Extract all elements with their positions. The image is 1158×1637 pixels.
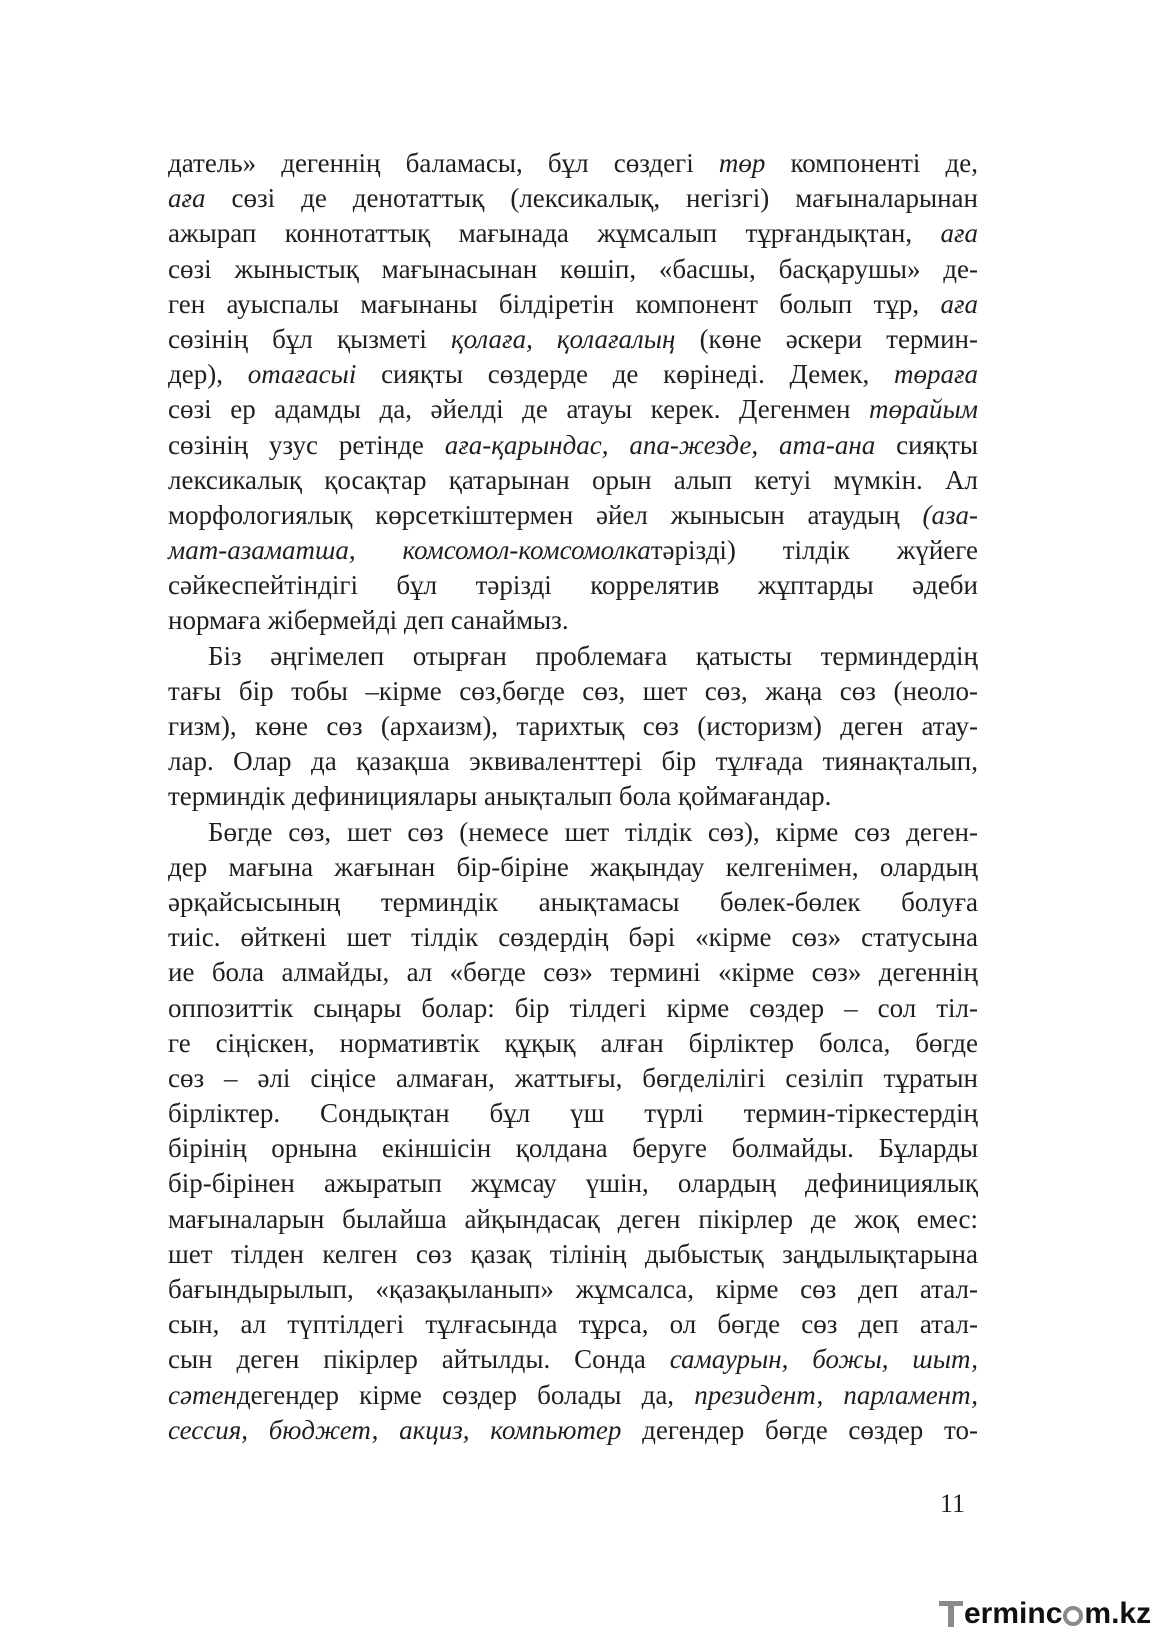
text-segment: ге сіңіскен, нормативтік құқық алған бірліктер болса, бөгде — [168, 1027, 978, 1058]
text-line — [168, 744, 978, 779]
text-segment: сөзі де денотаттық (лексикалық, негізгі) мағыналарынан — [205, 183, 978, 214]
text-line — [168, 991, 978, 1026]
text-segment: дер), — [168, 359, 248, 390]
text-segment: терминдік дефинициялары анықталып бола қоймағандар. — [168, 781, 832, 812]
text-segment: сын, ал түптілдегі тұлғасында тұрса, ол бөгде сөз деп атал- — [168, 1309, 978, 1340]
italic-term: төрайым — [868, 394, 978, 425]
text-line — [168, 498, 978, 533]
text-line — [168, 216, 978, 251]
text-segment: ген ауыспалы мағынаны білдіретін компонент болып тұр, — [168, 288, 941, 319]
text-line — [168, 146, 978, 181]
italic-term: самаурын, божы, шыт, — [669, 1344, 978, 1375]
text-line — [168, 322, 978, 357]
text-segment: бір-бірінен ажыратып жұмсау үшін, олардың дефинициялық — [168, 1168, 978, 1199]
text-line — [168, 568, 978, 603]
text-line — [168, 1131, 978, 1166]
text-segment: (көне әскери термин- — [675, 323, 978, 354]
text-segment: ажырап коннотаттық мағынада жұмсалып тұрғандықтан, — [168, 218, 941, 249]
text-segment: оппозиттік сыңары болар: бір тілдегі кірме сөздер – сол тіл- — [168, 992, 978, 1023]
watermark-text-part: m.kz — [1084, 1597, 1152, 1630]
text-segment: тағы бір тобы –кірме сөз,бөгде сөз, шет сөз, жаңа сөз (неоло- — [168, 675, 978, 706]
text-line — [168, 1026, 978, 1061]
text-segment: дегендер бөгде сөздер то- — [621, 1414, 978, 1445]
text-segment: сияқты — [875, 429, 979, 460]
italic-term: (аза- — [922, 499, 978, 530]
italic-term: төр — [718, 148, 766, 178]
page-number: 11 — [940, 1489, 966, 1518]
text-segment: сөзінің узус ретінде — [168, 429, 445, 460]
text-line — [168, 428, 978, 463]
text-line — [168, 674, 978, 709]
termincom-logo-icon — [939, 1599, 963, 1629]
italic-term: сәтен — [168, 1379, 237, 1410]
text-segment: шет тілден келген сөз қазақ тілінің дыбыстық заңдылықтарына — [168, 1238, 978, 1269]
text-segment: лар. Олар да қазақша эквиваленттері бір тұлғада тиянақталып, — [168, 746, 978, 777]
text-segment: Біз әңгімелеп отырған проблемаға қатысты терминдердің — [208, 640, 978, 671]
text-line — [168, 815, 978, 850]
text-segment: тәрізді) тілдік жүйеге — [650, 535, 978, 566]
text-segment: бірінің орнына екіншісін қолдана беруге болмайды. Бұларды — [168, 1133, 978, 1164]
italic-term: мат-азаматша, комсомол-комсомолка — [168, 535, 651, 566]
italic-term: сессия, бюджет, акциз, компьютер — [168, 1414, 622, 1445]
text-segment: сөзі ер адамды да, әйелді де атауы керек. Дегенмен — [168, 394, 869, 425]
text-segment: мағыналарын былайша айқындасақ деген пікірлер де жоқ емес: — [168, 1203, 978, 1234]
text-line — [168, 1166, 978, 1201]
italic-term: отағасыі — [247, 359, 357, 390]
text-segment: дер мағына жағынан бір-біріне жақындау келгенімен, олардың — [168, 851, 978, 882]
text-line — [168, 1413, 978, 1448]
text-segment: бірліктер. Сондықтан бұл үш түрлі термин-тіркестердің — [168, 1098, 978, 1129]
text-line — [168, 779, 978, 814]
text-line — [168, 533, 978, 568]
text-segment: морфологиялық көрсеткіштермен әйел жынысын атаудың — [168, 499, 923, 530]
text-line — [168, 955, 978, 990]
text-line — [168, 850, 978, 885]
text-line — [168, 1237, 978, 1272]
text-segment: бағындырылып, «қазақыланып» жұмсалса, кірме сөз деп атал- — [168, 1274, 978, 1304]
text-line — [168, 603, 978, 638]
text-segment: дегендер кірме сөздер болады да, — [236, 1379, 695, 1410]
text-line — [168, 1202, 978, 1237]
text-segment: сәйкеспейтіндігі бұл тәрізді коррелятив жұптарды әдеби — [168, 570, 978, 601]
text-segment: Бөгде сөз, шет сөз (немесе шет тілдік сөз), кірме сөз деген- — [208, 816, 978, 847]
text-segment: ие бола алмайды, ал «бөгде сөз» термині «кірме сөз» дегеннің — [168, 957, 978, 988]
italic-term: аға — [940, 218, 978, 249]
page-body-text — [168, 146, 978, 1448]
italic-term: президент, парламент, — [694, 1379, 978, 1410]
text-segment: гизм), көне сөз (архаизм), тарихтық сөз (историзм) деген атау- — [168, 711, 978, 741]
text-line — [168, 1272, 978, 1307]
text-line — [168, 392, 978, 427]
text-segment: сияқты сөздерде де көрінеді. Демек, — [356, 359, 894, 390]
text-segment: сөзі жыныстық мағынасынан көшіп, «басшы, басқарушы» де- — [168, 253, 978, 284]
italic-term: төраға — [893, 359, 979, 390]
text-line — [168, 709, 978, 744]
text-line — [168, 357, 978, 392]
termincom-o-ring-icon — [1063, 1606, 1083, 1626]
text-line — [168, 1061, 978, 1096]
text-line — [168, 920, 978, 955]
text-line — [168, 1378, 978, 1413]
italic-term: аға — [940, 288, 978, 319]
italic-term: қолаға, қолағалың — [450, 323, 676, 354]
text-segment: лексикалық қосақтар қатарынан орын алып кетуі мүмкін. Ал — [168, 464, 978, 495]
text-line — [168, 463, 978, 498]
text-segment: компоненті де, — [765, 148, 978, 178]
termincom-watermark — [939, 1596, 1151, 1632]
text-line — [168, 1342, 978, 1377]
text-segment: тиіс. өйткені шет тілдік сөздердің бәрі «кірме сөз» статусына — [168, 922, 978, 953]
text-segment: датель» дегеннің баламасы, бұл сөздегі — [168, 148, 719, 178]
italic-term: аға — [168, 183, 206, 214]
watermark-text-part: c — [1045, 1597, 1063, 1630]
text-line — [168, 1096, 978, 1131]
text-segment: сөзінің бұл қызметі — [168, 323, 451, 354]
text-segment: сын деген пікірлер айтылды. Сонда — [168, 1344, 670, 1375]
watermark-text-part: ermin — [964, 1597, 1046, 1630]
text-line — [168, 287, 978, 322]
italic-term: аға-қарындас, апа-жезде, ата-ана — [444, 429, 876, 460]
text-line — [168, 181, 978, 216]
text-line — [168, 1307, 978, 1342]
text-line — [168, 252, 978, 287]
text-segment: нормаға жібермейді деп санаймыз. — [168, 605, 569, 636]
text-segment: сөз – әлі сіңісе алмаған, жаттығы, бөгделілігі сезіліп тұратын — [168, 1062, 978, 1093]
text-segment: әрқайсысының терминдік анықтамасы бөлек-бөлек болуға — [168, 886, 978, 917]
text-line — [168, 639, 978, 674]
text-line — [168, 885, 978, 920]
